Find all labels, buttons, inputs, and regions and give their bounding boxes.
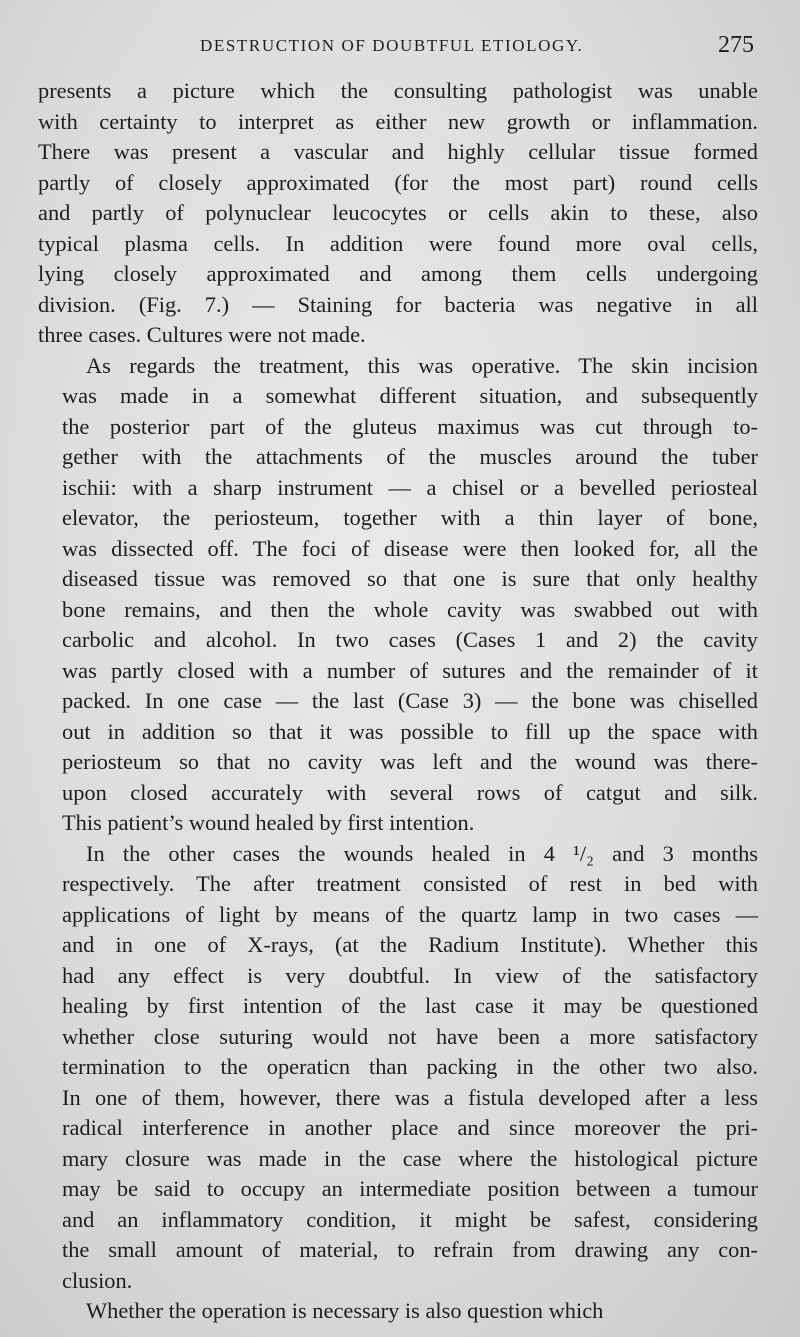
text-line: was made in a somewhat different situation, and subsequently bbox=[62, 383, 758, 408]
text-line: was partly closed with a number of sutures and the remainder of it bbox=[62, 657, 758, 683]
text-line: packed. In one case — the last (Case 3) — the bone was chiselled bbox=[62, 688, 758, 713]
text-line: and an inflammatory condition, it might be safest, considering bbox=[62, 1206, 758, 1232]
text-line: typical plasma cells. In addition were found more oval cells, bbox=[38, 230, 758, 256]
text-line: lying closely approximated and among them cells undergoing bbox=[38, 261, 758, 286]
text-line: the posterior part of the gluteus maximus was cut through to- bbox=[62, 413, 758, 439]
text-line: three cases. Cultures were not made. bbox=[38, 322, 366, 347]
paragraph bbox=[38, 351, 758, 839]
text-line: healing by first intention of the last case it may be questioned bbox=[62, 993, 758, 1018]
text-line: with certainty to interpret as either new growth or inflammation. bbox=[38, 108, 758, 134]
page-number: 275 bbox=[718, 32, 754, 58]
text-line: There was present a vascular and highly cellular tissue formed bbox=[38, 139, 758, 164]
body-text bbox=[38, 76, 758, 1327]
text-line: partly of closely approximated (for the most part) round cells bbox=[38, 169, 758, 195]
paragraph bbox=[38, 1296, 758, 1327]
text-line: termination to the operaticn than packing in the other two also. bbox=[62, 1054, 758, 1079]
text-line: periosteum so that no cavity was left and the wound was there- bbox=[62, 749, 758, 774]
text-line: clusion. bbox=[62, 1267, 133, 1293]
text-line: In one of them, however, there was a fistula developed after a less bbox=[62, 1084, 758, 1110]
text-line: division. (Fig. 7.) — Staining for bacteria was negative in all bbox=[38, 291, 758, 317]
text-line: radical interference in another place and since moreover the pri- bbox=[62, 1115, 758, 1140]
text-line: bone remains, and then the whole cavity was swabbed out with bbox=[62, 596, 758, 622]
text-line: upon closed accurately with several rows of catgut and silk. bbox=[62, 779, 758, 805]
text-line: mary closure was made in the case where the histological picture bbox=[62, 1145, 758, 1171]
text-line: diseased tissue was removed so that one is sure that only healthy bbox=[62, 566, 758, 591]
text-line: applications of light by means of the quartz lamp in two cases — bbox=[62, 901, 758, 927]
running-title: DESTRUCTION OF DOUBTFUL ETIOLOGY. bbox=[200, 36, 584, 55]
running-header bbox=[200, 32, 760, 66]
paragraph bbox=[38, 839, 758, 1297]
text-line: Whether the operation is necessary is also question which bbox=[86, 1298, 604, 1323]
text-line: whether close suturing would not have been a more satisfactory bbox=[62, 1023, 758, 1049]
text-line: In the other cases the wounds healed in 4 ¹/₂ and 3 months bbox=[86, 840, 758, 866]
text-line: was dissected off. The foci of disease were then looked for, all the bbox=[62, 535, 758, 561]
text-line: and partly of polynuclear leucocytes or cells akin to these, also bbox=[38, 200, 758, 225]
text-line: the small amount of material, to refrain from drawing any con- bbox=[62, 1237, 758, 1262]
text-line: As regards the treatment, this was operative. The skin incision bbox=[86, 352, 758, 378]
text-line: carbolic and alcohol. In two cases (Cases 1 and 2) the cavity bbox=[62, 627, 758, 652]
text-line: This patient’s wound healed by first intention. bbox=[62, 810, 475, 835]
paragraph bbox=[38, 76, 758, 351]
text-line: ischii: with a sharp instrument — a chisel or a bevelled periosteal bbox=[62, 474, 758, 500]
text-line: had any effect is very doubtful. In view of the satisfactory bbox=[62, 962, 758, 988]
text-line: elevator, the periosteum, together with a thin layer of bone, bbox=[62, 505, 758, 530]
text-line: respectively. The after treatment consisted of rest in bed with bbox=[62, 871, 758, 896]
text-line: presents a picture which the consulting pathologist was unable bbox=[38, 78, 758, 103]
text-line: and in one of X-rays, (at the Radium Institute). Whether this bbox=[62, 932, 758, 957]
text-line: gether with the attachments of the muscles around the tuber bbox=[62, 444, 758, 469]
text-line: out in addition so that it was possible to fill up the space with bbox=[62, 718, 758, 744]
text-line: may be said to occupy an intermediate position between a tumour bbox=[62, 1176, 758, 1201]
